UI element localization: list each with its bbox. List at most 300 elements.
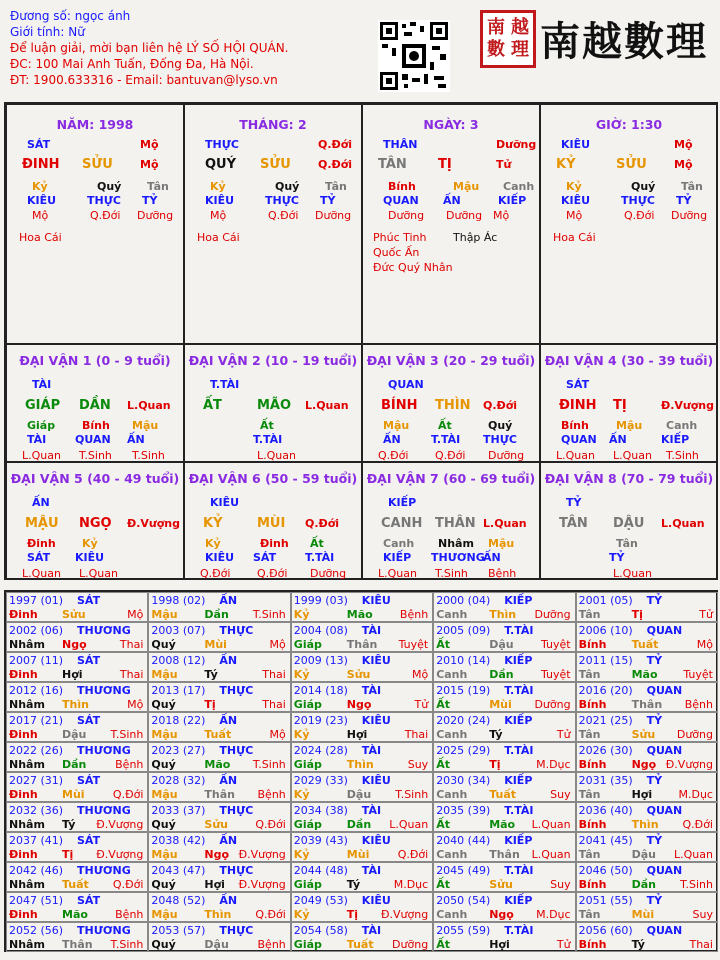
- year-stem: Quý: [151, 938, 176, 951]
- year-stem: Quý: [151, 878, 176, 891]
- year-label: 2048 (52): [151, 894, 206, 907]
- year-star: KIÊU: [361, 594, 391, 607]
- dai-van-star: KIẾP: [388, 496, 417, 509]
- dai-van-title: ĐẠI VẬN 6 (50 - 59 tuổi): [188, 471, 358, 486]
- year-label: 2044 (48): [293, 864, 348, 877]
- year-stem: Tân: [578, 728, 601, 741]
- year-phase: Tử: [556, 938, 571, 951]
- year-star: TỶ: [646, 894, 663, 907]
- year-branch: Dần: [204, 608, 229, 621]
- year-phase: Dưỡng: [676, 728, 713, 741]
- year-phase: M.Dục: [678, 788, 713, 801]
- hidden-stem: Kỷ: [210, 180, 226, 193]
- pillar-branch: TỊ: [438, 157, 452, 172]
- hidden-stem: Tân: [681, 180, 703, 193]
- year-label: 2000 (04): [436, 594, 491, 607]
- dai-van-hidden-phase: Q.Đới: [378, 449, 409, 462]
- pillar-title: THÁNG: 2: [239, 117, 307, 132]
- year-star: QUAN: [646, 744, 683, 757]
- year-star: TỶ: [646, 654, 663, 667]
- year-cell: [291, 832, 433, 862]
- year-phase: Q.Đới: [397, 848, 429, 861]
- year-branch: Thìn: [204, 908, 232, 921]
- dai-van-cell: [540, 344, 718, 462]
- year-star: SÁT: [77, 654, 101, 667]
- year-star: THƯƠNG: [77, 924, 131, 937]
- four-pillars-grid: [4, 102, 718, 580]
- year-star: TÀI: [361, 744, 382, 757]
- dai-van-phase: Đ.Vượng: [127, 517, 181, 530]
- year-cell: [291, 592, 433, 622]
- hidden-star: KIẾP: [498, 194, 527, 207]
- year-label: 2037 (41): [9, 834, 64, 847]
- year-stem: Ất: [436, 878, 450, 891]
- year-phase: Thai: [404, 728, 429, 741]
- dai-van-star: KIÊU: [210, 496, 240, 509]
- year-cell: [6, 772, 148, 802]
- year-label: 2017 (21): [9, 714, 64, 727]
- year-cell: [576, 682, 718, 712]
- dai-van-hidden-star: ẤN: [483, 551, 501, 564]
- year-cell: [291, 802, 433, 832]
- year-branch: Tị: [489, 758, 501, 771]
- year-stem: Nhâm: [9, 638, 45, 651]
- year-star: THỰC: [219, 624, 254, 637]
- year-branch: Tý: [631, 938, 645, 951]
- hidden-phase: Mộ: [566, 209, 583, 222]
- year-phase: Thai: [262, 668, 286, 681]
- year-branch: Dậu: [346, 788, 372, 801]
- year-star: KIÊU: [361, 834, 391, 847]
- dai-van-hidden-phase: Dưỡng: [488, 449, 525, 462]
- year-stem: Canh: [436, 848, 468, 861]
- year-cell: [576, 802, 718, 832]
- pillar-phase: Q.Đới: [318, 138, 353, 151]
- year-phase: Bệnh: [115, 758, 144, 771]
- year-stem: Bính: [578, 878, 607, 891]
- dai-van-stem: ẤT: [203, 398, 222, 413]
- year-branch: Dậu: [489, 638, 514, 651]
- year-cell: [291, 922, 433, 952]
- year-star: KIẾP: [504, 714, 533, 727]
- year-label: 2026 (30): [578, 744, 633, 757]
- dai-van-hidden-star: QUAN: [561, 433, 597, 446]
- year-phase: T.Sinh: [110, 728, 144, 741]
- year-stem: Đinh: [9, 788, 38, 801]
- year-cell: [6, 832, 148, 862]
- year-cell: [433, 892, 575, 922]
- hidden-phase: Dưỡng: [671, 209, 708, 222]
- year-cell: [148, 922, 290, 952]
- shen-sha: Thập Ác: [453, 231, 498, 244]
- year-stem: Kỷ: [293, 608, 310, 621]
- year-label: 2040 (44): [436, 834, 491, 847]
- pillar-cell: [362, 104, 540, 344]
- hidden-phase: Dưỡng: [446, 209, 483, 222]
- year-branch: Tuất: [346, 938, 374, 951]
- year-stem: Nhâm: [9, 938, 45, 951]
- year-stem: Tân: [578, 788, 601, 801]
- year-stem: Giáp: [293, 818, 322, 831]
- year-stem: Kỷ: [293, 728, 310, 741]
- year-stem: Mậu: [151, 788, 178, 801]
- yearly-luck-table: [4, 590, 718, 952]
- qr-code-icon: [378, 20, 450, 92]
- hidden-phase: Dưỡng: [315, 209, 352, 222]
- year-label: 2007 (11): [9, 654, 64, 667]
- year-star: SÁT: [77, 834, 101, 847]
- dai-van-hidden-star: TỶ: [609, 551, 625, 564]
- seal-char: 南: [487, 17, 505, 38]
- year-label: 2018 (22): [151, 714, 206, 727]
- year-branch: Mão: [62, 908, 88, 921]
- year-cell: [6, 922, 148, 952]
- year-label: 2001 (05): [578, 594, 633, 607]
- year-phase: Dưỡng: [534, 608, 571, 621]
- pillar-title: NĂM: 1998: [56, 117, 134, 132]
- year-star: THỰC: [219, 924, 254, 937]
- year-label: 2046 (50): [578, 864, 633, 877]
- year-branch: Mùi: [631, 908, 655, 921]
- hidden-stem: Tân: [325, 180, 347, 193]
- dai-van-hidden-phase: Q.Đới: [435, 449, 466, 462]
- year-stem: Ất: [436, 938, 450, 951]
- year-label: 2021 (25): [578, 714, 633, 727]
- year-stem: Quý: [151, 638, 176, 651]
- year-phase: Mộ: [411, 668, 429, 681]
- year-star: THỰC: [219, 684, 254, 697]
- dai-van-stem: KỶ: [203, 516, 223, 531]
- pillar-branch: SỬU: [82, 157, 113, 172]
- hidden-phase: Q.Đới: [624, 209, 655, 222]
- year-stem: Tân: [578, 908, 601, 921]
- year-star: THƯƠNG: [77, 864, 131, 877]
- year-cell: [148, 652, 290, 682]
- year-cell: [291, 622, 433, 652]
- year-star: T.TÀI: [504, 684, 534, 697]
- dai-van-hidden-star: THƯƠNG: [431, 551, 485, 564]
- dai-van-hidden-stem: Kỷ: [82, 537, 98, 550]
- year-branch: Thìn: [62, 698, 89, 711]
- pillar-stem: KỶ: [556, 157, 576, 172]
- dai-van-hidden-stem: Kỷ: [205, 537, 221, 550]
- year-star: QUAN: [646, 684, 683, 697]
- hidden-stem: Quý: [97, 180, 122, 193]
- year-branch: Sửu: [346, 668, 371, 681]
- dai-van-branch: MÙI: [257, 516, 286, 531]
- year-branch: Ngọ: [204, 848, 230, 861]
- year-stem: Kỷ: [293, 908, 310, 921]
- dai-van-phase: Q.Đới: [483, 399, 518, 412]
- dai-van-stem: GIÁP: [25, 398, 61, 413]
- dai-van-hidden-stem: Ất: [310, 537, 324, 550]
- year-phase: L.Quan: [674, 848, 713, 861]
- year-cell: [291, 742, 433, 772]
- shen-sha: Quốc Ấn: [373, 246, 420, 259]
- year-phase: Q.Đới: [112, 878, 144, 891]
- year-cell: [6, 592, 148, 622]
- year-cell: [148, 772, 290, 802]
- year-branch: Tuất: [62, 878, 89, 891]
- year-cell: [291, 712, 433, 742]
- seal-char: 數: [487, 39, 505, 60]
- year-phase: Tử: [414, 698, 429, 711]
- year-label: 2049 (53): [293, 894, 348, 907]
- year-phase: Thai: [262, 698, 286, 711]
- dai-van-phase: L.Quan: [483, 517, 527, 530]
- year-cell: [291, 892, 433, 922]
- year-cell: [291, 862, 433, 892]
- year-label: 1997 (01): [9, 594, 64, 607]
- year-branch: Tý: [346, 878, 361, 891]
- dai-van-title: ĐẠI VẬN 7 (60 - 69 tuổi): [366, 471, 536, 486]
- dai-van-hidden-stem: Bính: [561, 419, 589, 432]
- year-cell: [433, 712, 575, 742]
- year-branch: Tuất: [489, 788, 516, 801]
- year-phase: T.Sinh: [110, 938, 144, 951]
- year-star: T.TÀI: [504, 804, 534, 817]
- year-phase: T.Sinh: [680, 878, 713, 891]
- seal-char: 越: [511, 17, 529, 38]
- year-phase: Bệnh: [399, 608, 429, 621]
- shen-sha: Đức Quý Nhân: [373, 261, 453, 274]
- year-label: 2051 (55): [578, 894, 633, 907]
- dai-van-star: ẤN: [32, 496, 50, 509]
- year-cell: [433, 682, 575, 712]
- year-cell: [148, 622, 290, 652]
- year-branch: Ngọ: [631, 758, 657, 771]
- year-label: 2002 (06): [9, 624, 64, 637]
- year-branch: Hợi: [631, 788, 653, 801]
- year-stem: Ất: [436, 698, 450, 711]
- year-phase: Đ.Vượng: [238, 848, 286, 861]
- year-stem: Kỷ: [293, 668, 310, 681]
- year-cell: [148, 712, 290, 742]
- year-label: 1999 (03): [293, 594, 348, 607]
- year-stem: Giáp: [293, 938, 322, 951]
- dai-van-star: T.TÀI: [210, 378, 240, 391]
- year-branch: Dần: [346, 818, 372, 831]
- year-label: 2013 (17): [151, 684, 206, 697]
- year-branch: Tý: [62, 818, 76, 831]
- year-star: QUAN: [646, 864, 683, 877]
- pillar-star: KIÊU: [561, 138, 591, 151]
- dai-van-stem: ĐINH: [559, 398, 597, 413]
- year-phase: Dưỡng: [534, 698, 571, 711]
- year-stem: Tân: [578, 668, 601, 681]
- year-branch: Tý: [489, 728, 503, 741]
- year-label: 2053 (57): [151, 924, 206, 937]
- year-stem: Canh: [436, 608, 468, 621]
- seal-char: 理: [511, 39, 529, 60]
- year-phase: Đ.Vượng: [96, 848, 144, 861]
- year-label: 2023 (27): [151, 744, 206, 757]
- year-star: TÀI: [361, 924, 382, 937]
- year-stem: Quý: [151, 818, 176, 831]
- year-stem: Nhâm: [9, 818, 45, 831]
- dai-van-hidden-stem: Mậu: [132, 419, 159, 432]
- year-star: ẤN: [219, 834, 238, 847]
- year-branch: Tị: [62, 848, 74, 861]
- dai-van-hidden-stem: Ất: [438, 419, 452, 432]
- year-stem: Canh: [436, 788, 468, 801]
- year-stem: Mậu: [151, 908, 178, 921]
- year-cell: [291, 652, 433, 682]
- dai-van-phase: L.Quan: [127, 399, 171, 412]
- year-branch: Hợi: [346, 728, 368, 741]
- phone-email-line: ĐT: 1900.633316 - Email: bantuvan@lyso.vn: [10, 73, 278, 87]
- year-star: ẤN: [219, 594, 238, 607]
- year-star: TỶ: [646, 834, 663, 847]
- year-stem: Bính: [578, 698, 607, 711]
- dai-van-stem: TÂN: [559, 516, 588, 531]
- year-phase: Suy: [550, 788, 571, 801]
- year-cell: [576, 592, 718, 622]
- dai-van-title: ĐẠI VẬN 1 (0 - 9 tuổi): [19, 353, 171, 368]
- dai-van-phase: L.Quan: [305, 399, 349, 412]
- pillar-star: THỰC: [205, 138, 239, 151]
- year-cell: [576, 622, 718, 652]
- year-branch: Hợi: [489, 938, 510, 951]
- year-stem: Tân: [578, 848, 601, 861]
- gender-label: Giới tính:: [10, 25, 65, 39]
- year-star: TỶ: [646, 594, 663, 607]
- year-phase: M.Dục: [393, 878, 429, 891]
- year-branch: Tị: [204, 698, 216, 711]
- year-branch: Sửu: [204, 818, 228, 831]
- dai-van-cell: [184, 462, 362, 580]
- year-label: 2041 (45): [578, 834, 633, 847]
- hidden-star: KIÊU: [205, 194, 235, 207]
- hidden-phase: Mộ: [210, 209, 227, 222]
- owner-name: Đương số: ngọc ánh: [10, 9, 131, 23]
- year-stem: Canh: [436, 728, 468, 741]
- year-phase: Đ.Vượng: [380, 908, 429, 921]
- year-cell: [6, 742, 148, 772]
- year-phase: Suy: [407, 758, 429, 771]
- year-stem: Kỷ: [293, 848, 310, 861]
- year-cell: [433, 862, 575, 892]
- year-branch: Sửu: [489, 878, 513, 891]
- year-phase: Bệnh: [257, 788, 286, 801]
- dai-van-hidden-phase: L.Quan: [257, 449, 296, 462]
- dai-van-hidden-stem: Đinh: [260, 537, 289, 550]
- dai-van-branch: MÃO: [257, 398, 292, 413]
- shen-sha: Hoa Cái: [197, 231, 240, 244]
- year-branch: Thân: [631, 698, 663, 711]
- year-branch: Tuất: [204, 728, 232, 741]
- hidden-stem: Canh: [503, 180, 535, 193]
- year-label: 2012 (16): [9, 684, 64, 697]
- year-phase: Q.Đới: [682, 818, 713, 831]
- year-branch: Mùi: [489, 698, 512, 711]
- year-star: QUAN: [646, 804, 683, 817]
- hidden-phase: Dưỡng: [137, 209, 174, 222]
- year-cell: [433, 922, 575, 952]
- year-cell: [433, 592, 575, 622]
- address-line: ĐC: 100 Mai Anh Tuấn, Đống Đa, Hà Nội.: [10, 57, 254, 71]
- year-branch: Dần: [62, 758, 87, 771]
- dai-van-star: TÀI: [32, 378, 52, 391]
- year-phase: Tử: [699, 608, 713, 621]
- year-cell: [576, 712, 718, 742]
- dai-van-cell: [6, 462, 184, 580]
- year-label: 2047 (51): [9, 894, 64, 907]
- dai-van-hidden-star: KIẾP: [661, 433, 690, 446]
- year-stem: Bính: [578, 758, 607, 771]
- dai-van-star: SÁT: [566, 378, 590, 391]
- year-phase: Dưỡng: [392, 938, 429, 951]
- dai-van-hidden-stem: Tân: [616, 537, 638, 550]
- hidden-star: TỶ: [142, 194, 158, 207]
- pillar-stem: ĐINH: [22, 157, 60, 172]
- hidden-stem: Kỷ: [32, 180, 48, 193]
- dai-van-hidden-phase: Dưỡng: [310, 567, 347, 580]
- year-star: T.TÀI: [504, 864, 534, 877]
- year-stem: Giáp: [293, 878, 322, 891]
- pillar-phase: Tử: [496, 158, 512, 171]
- year-label: 2009 (13): [293, 654, 348, 667]
- year-stem: Đinh: [9, 728, 38, 741]
- year-label: 2036 (40): [578, 804, 633, 817]
- year-cell: [433, 802, 575, 832]
- year-phase: Tuyệt: [683, 668, 713, 681]
- year-phase: Mộ: [696, 638, 713, 651]
- year-stem: Quý: [151, 698, 176, 711]
- dai-van-star: QUAN: [388, 378, 424, 391]
- year-star: KIÊU: [361, 894, 391, 907]
- year-star: TÀI: [361, 624, 382, 637]
- dai-van-hidden-phase: T.Sinh: [435, 567, 468, 580]
- year-cell: [148, 592, 290, 622]
- year-branch: Tị: [631, 608, 643, 621]
- dai-van-hidden-star: KIẾP: [383, 551, 412, 564]
- year-stem: Nhâm: [9, 878, 45, 891]
- year-branch: Mão: [489, 818, 516, 831]
- dai-van-hidden-star: ẤN: [383, 433, 401, 446]
- year-star: SÁT: [77, 594, 101, 607]
- year-cell: [576, 772, 718, 802]
- pillar-phase: Mộ: [140, 138, 159, 151]
- dai-van-star: TỶ: [566, 496, 582, 509]
- hidden-stem: Quý: [631, 180, 656, 193]
- dai-van-hidden-stem: Canh: [666, 419, 698, 432]
- year-stem: Mậu: [151, 728, 178, 741]
- year-branch: Mùi: [204, 638, 227, 651]
- year-phase: Mộ: [127, 698, 144, 711]
- year-stem: Tân: [578, 608, 601, 621]
- year-phase: Tử: [556, 728, 571, 741]
- dai-van-title: ĐẠI VẬN 2 (10 - 19 tuổi): [188, 353, 358, 368]
- year-phase: L.Quan: [531, 848, 571, 861]
- year-label: 2054 (58): [293, 924, 348, 937]
- year-cell: [576, 652, 718, 682]
- year-star: KIÊU: [361, 774, 391, 787]
- year-cell: [148, 742, 290, 772]
- dai-van-hidden-phase: L.Quan: [613, 567, 652, 580]
- dai-van-phase: L.Quan: [661, 517, 705, 530]
- year-stem: Bính: [578, 638, 607, 651]
- year-stem: Kỷ: [293, 788, 310, 801]
- header-info: [10, 8, 370, 88]
- pillar-star: THÂN: [383, 138, 418, 151]
- year-cell: [576, 742, 718, 772]
- dai-van-hidden-phase: L.Quan: [556, 449, 595, 462]
- year-cell: [148, 892, 290, 922]
- dai-van-hidden-star: SÁT: [27, 551, 51, 564]
- year-phase: T.Sinh: [395, 788, 429, 801]
- year-cell: [6, 862, 148, 892]
